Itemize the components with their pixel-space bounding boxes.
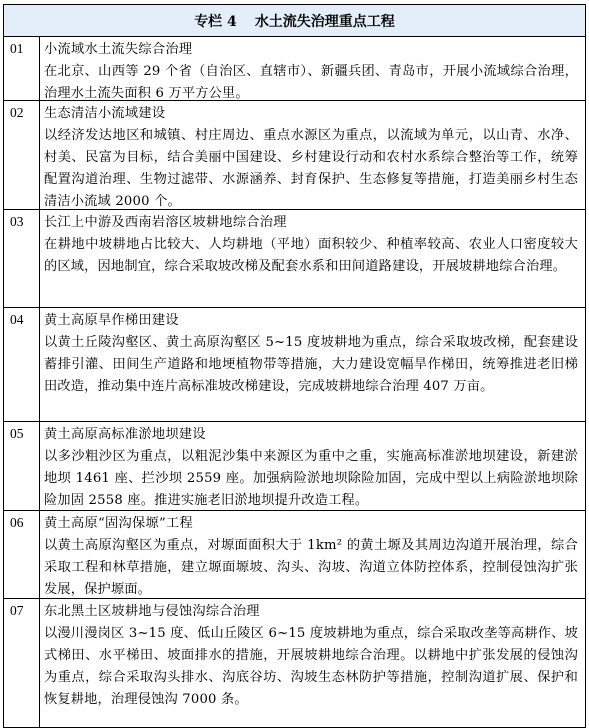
column-label: 专栏 4	[194, 13, 237, 30]
item-title: 小流域水土流失综合治理	[44, 42, 193, 57]
row-content	[40, 511, 585, 598]
row-number: 06	[4, 511, 40, 598]
table-row	[4, 210, 585, 308]
table-row	[4, 101, 585, 210]
row-content	[40, 210, 585, 307]
item-title: 东北黑土区坡耕地与侵蚀沟综合治理	[44, 604, 260, 619]
row-content	[40, 422, 585, 510]
item-title: 生态清洁小流域建设	[44, 106, 166, 121]
item-body: 以漫川漫岗区 3~15 度、低山丘陵区 6~15 度坡耕地为重点，综合采取改垄等高耕作、坡式梯田、水平梯田、坡面排水的措施，开展坡耕地综合治理。以耕地中扩张发展的侵蚀沟为重点，综合采取沟头排水、沟底谷坊、沟坡生态林防护等措施，控制沟道扩展、保护和恢复耕地，治理侵蚀沟 7000 条。	[44, 626, 578, 707]
item-body: 以黄土高原沟壑区为重点，对塬面面积大于 1km² 的黄土塬及其周边沟道开展治理，综合采取工程和林草措施，建立塬面塬坡、沟头、沟坡、沟道立体防控体系，控制侵蚀沟扩张发展，保护塬面。	[44, 538, 578, 597]
item-title: 黄土高原“固沟保塬”工程	[44, 516, 193, 531]
item-title: 黄土高原旱作梯田建设	[44, 313, 179, 328]
row-content	[40, 308, 585, 421]
item-body: 在北京、山西等 29 个省（自治区、直辖市）、新疆兵团、青岛市，开展小流域综合治理，治理水土流失面积 6 万平方公里。	[44, 64, 578, 101]
item-body: 以多沙粗沙区为重点，以粗泥沙集中来源区为重中之重，实施高标准淤地坝建设，新建淤地坝 1461 座、拦沙坝 2559 座。加强病险淤地坝除险加固，完成中型以上病险淤地坝除险加固 2558 座。推进实施老旧淤地坝提升改造工程。	[44, 449, 578, 508]
row-content	[40, 37, 585, 100]
table-row	[4, 511, 585, 599]
row-number: 01	[4, 37, 40, 100]
table-row	[4, 308, 585, 422]
row-number: 07	[4, 599, 40, 727]
item-title: 黄土高原高标准淤地坝建设	[44, 427, 206, 442]
row-content	[40, 599, 585, 727]
table-row	[4, 422, 585, 511]
row-number: 04	[4, 308, 40, 421]
row-number: 03	[4, 210, 40, 307]
item-body: 以经济发达地区和城镇、村庄周边、重点水源区为重点，以流域为单元，以山青、水净、村美、民富为目标，结合美丽中国建设、乡村建设行动和农村水系综合整治等工作，统筹配置沟道治理、生物过滤带、水源涵养、封育保护、生态修复等措施，打造美丽乡村生态清洁小流域 2000 个。	[44, 128, 578, 209]
item-body: 在耕地中坡耕地占比较大、人均耕地（平地）面积较少、种植率较高、农业人口密度较大的区域，因地制宜，综合采取坡改梯及配套水系和田间道路建设，开展坡耕地综合治理。	[44, 237, 578, 274]
table-title: 水土流失治理重点工程	[254, 13, 395, 30]
row-content	[40, 101, 585, 209]
item-title: 长江上中游及西南岩溶区坡耕地综合治理	[44, 215, 287, 230]
project-table	[3, 4, 586, 728]
row-number: 05	[4, 422, 40, 510]
table-row	[4, 37, 585, 101]
item-body: 以黄土丘陵沟壑区、黄土高原沟壑区 5~15 度坡耕地为重点，综合采取坡改梯，配套建设蓄排引灌、田间生产道路和地埂植物带等措施，大力建设宽幅旱作梯田，统筹推进老旧梯田改造，推动集中连片高标准坡改梯建设，完成坡耕地综合治理 407 万亩。	[44, 335, 578, 394]
table-row	[4, 599, 585, 727]
row-number: 02	[4, 101, 40, 209]
table-header	[4, 5, 585, 37]
